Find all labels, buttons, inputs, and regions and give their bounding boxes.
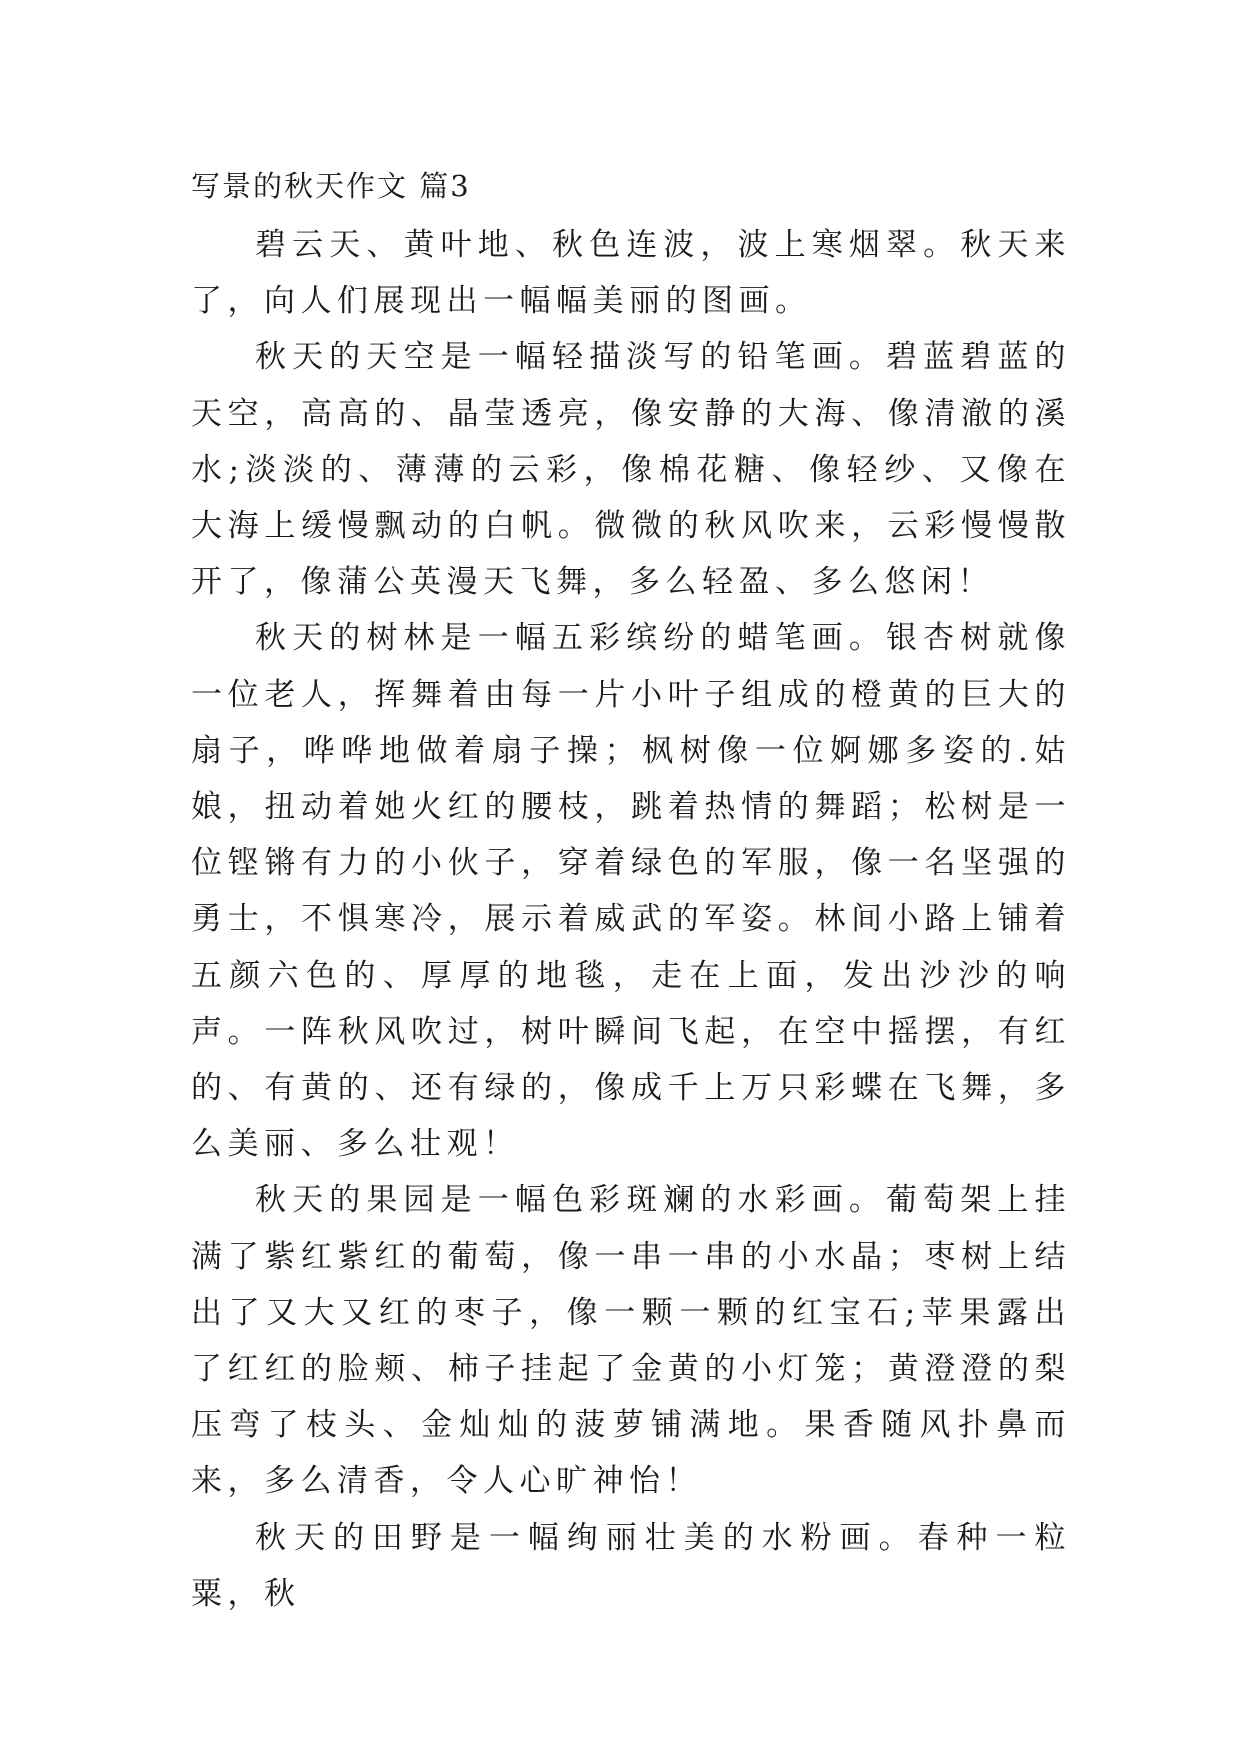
paragraph-4: 秋天的果园是一幅色彩斑斓的水彩画。葡萄架上挂满了紫红紫红的葡萄，像一串一串的小水晶；枣树上结出了又大又红的枣子，像一颗一颗的红宝石;苹果露出了红红的脸颊、柿子挂起了金黄的小灯笼；黄澄澄的梨压弯了枝头、金灿灿的菠萝铺满地。果香随风扑鼻而来，多么清香，令人心旷神怡！ [191, 1182, 1071, 1500]
document-body [191, 168, 1071, 1622]
paragraph-2: 秋天的天空是一幅轻描淡写的铅笔画。碧蓝碧蓝的天空，高高的、晶莹透亮，像安静的大海、像清澈的溪水;淡淡的、薄薄的云彩，像棉花糖、像轻纱、又像在大海上缓慢飘动的白帆。微微的秋风吹来，云彩慢慢散开了，像蒲公英漫天飞舞，多么轻盈、多么悠闲！ [191, 339, 1071, 601]
paragraph-3: 秋天的树林是一幅五彩缤纷的蜡笔画。银杏树就像一位老人，挥舞着由每一片小叶子组成的橙黄的巨大的扇子，哗哗地做着扇子操；枫树像一位婀娜多姿的.姑娘，扭动着她火红的腰枝，跳着热情的舞蹈；松树是一位铿锵有力的小伙子，穿着绿色的军服，像一名坚强的勇士，不惧寒冷，展示着威武的军姿。林间小路上铺着五颜六色的、厚厚的地毯，走在上面，发出沙沙的响声。一阵秋风吹过，树叶瞬间飞起，在空中摇摆，有红的、有黄的、还有绿的，像成千上万只彩蝶在飞舞，多么美丽、多么壮观！ [191, 620, 1071, 1163]
paragraph-1: 碧云天、黄叶地、秋色连波，波上寒烟翠。秋天来了，向人们展现出一幅幅美丽的图画。 [191, 227, 1071, 320]
document-title: 写景的秋天作文 篇3 [191, 169, 471, 203]
paragraph-5: 秋天的田野是一幅绚丽壮美的水粉画。春种一粒粟，秋 [191, 1519, 1071, 1612]
